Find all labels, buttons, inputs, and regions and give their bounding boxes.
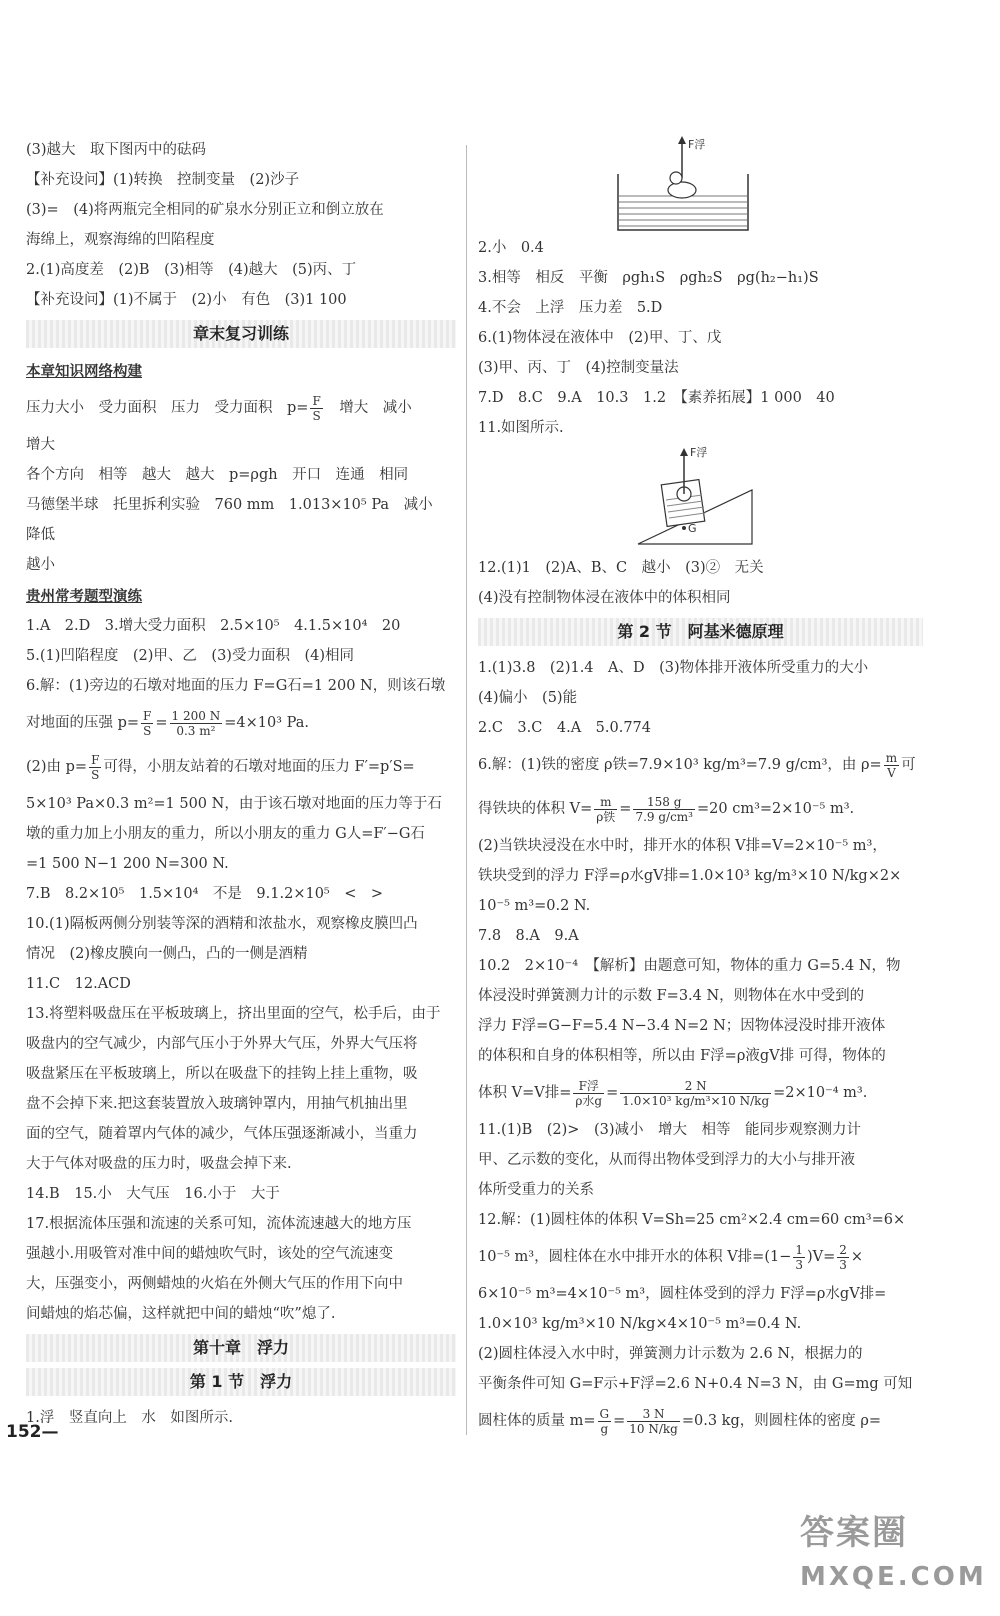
q10-volume-line: 体积 V=V排= $\frac{\text{F浮}}{\text{ρ水g}}$ = $\frac{2 N}{\text{1.0×10³ kg/m³×10 N/kg}}$ =2×10⁻⁴ m³. bbox=[478, 1078, 868, 1108]
answer-line: 强越小.用吸管对准中间的蜡烛吹气时，该处的空气流速变 bbox=[26, 1246, 394, 1262]
answer-line: =1 500 N−1 200 N=300 N. bbox=[26, 856, 229, 872]
answer-line: 各个方向 相等 越大 越大 p=ρgh 开口 连通 相同 bbox=[26, 467, 409, 483]
answer-line: 12.解：(1)圆柱体的体积 V=Sh=25 cm²×2.4 cm=60 cm³=6× bbox=[478, 1212, 906, 1228]
answer-line: 体所受重力的关系 bbox=[478, 1182, 594, 1198]
network-subheading: 本章知识网络构建 bbox=[26, 364, 142, 380]
answer-line: 11.如图所示. bbox=[478, 420, 564, 436]
answer-line: 增大 bbox=[26, 437, 55, 453]
section2-answers-cont bbox=[478, 836, 923, 1066]
answer-line: 墩的重力加上小朋友的重力，所以小朋友的重力 G人=F′−G石 bbox=[26, 826, 425, 842]
review-banner: 章末复习训练 bbox=[26, 320, 456, 348]
answer-line: 7.B 8.2×10⁵ 1.5×10⁴ 不是 9.1.2×10⁵ < > bbox=[26, 886, 384, 902]
answer-line: 3.相等 相反 平衡 ρgh₁S ρgh₂S ρg(h₂−h₁)S bbox=[478, 270, 819, 286]
answer-line: 10.2 2×10⁻⁴ 【解析】由题意可知，物体的重力 G=5.4 N，物 bbox=[478, 958, 901, 974]
answer-line: 2.(1)高度差 (2)B (3)相等 (4)越大 (5)丙、丁 bbox=[26, 262, 357, 278]
answer-line: 吸盘内的空气减少，内部气压小于外界大气压，外界大气压将 bbox=[26, 1036, 418, 1052]
q12-mass-line: 圆柱体的质量 m= $\frac{G}{g}$ = $\frac{3 N}{10 N/kg}$ =0.3 kg，则圆柱体的密度 ρ= bbox=[478, 1406, 882, 1436]
incline-figure bbox=[628, 442, 758, 552]
answer-line: 间蜡烛的焰芯偏，这样就把中间的蜡烛“吹”熄了. bbox=[26, 1306, 336, 1322]
q6-density-line: 6.解：(1)铁的密度 ρ铁=7.9×10³ kg/m³=7.9 g/cm³，由 ρ= $\frac{m}{V}$ 可 bbox=[478, 750, 916, 780]
section2-banner: 第 2 节 阿基米德原理 bbox=[478, 618, 923, 646]
answer-line: 面的空气，随着罩内气体的减少，气体压强逐渐减小，当重力 bbox=[26, 1126, 418, 1142]
exam-subheading: 贵州常考题型演练 bbox=[26, 589, 142, 605]
answer-line: (3)甲、丙、丁 (4)控制变量法 bbox=[478, 360, 679, 376]
answer-line: 11.(1)B (2)> (3)减小 增大 相等 能同步观察测力计 bbox=[478, 1122, 861, 1138]
section2-answers-11 bbox=[478, 1120, 923, 1230]
network-line-1: 压力大小 受力面积 压力 受力面积 p= $\frac{F}{S}$ 增大 减小 bbox=[26, 393, 412, 423]
answer-line: 1.A 2.D 3.增大受力面积 2.5×10⁵ 4.1.5×10⁴ 20 bbox=[26, 618, 401, 634]
right-column bbox=[478, 134, 923, 1448]
q12-displaced-line: 10⁻⁵ m³，圆柱体在水中排开水的体积 V排=(1− $\frac{1}{3}$ )V= $\frac{2}{3}$ × bbox=[478, 1242, 864, 1272]
section1-banner: 第 1 节 浮力 bbox=[26, 1368, 456, 1396]
duck-head bbox=[670, 172, 682, 184]
answer-line: 的体积和自身的体积相等，所以由 F浮=ρ液gV排 可得，物体的 bbox=[478, 1048, 886, 1064]
q6-pressure-line: 对地面的压强 p= $\frac{F}{S}$ = $\frac{1 200 N}{\text{0.3 m²}}$ =4×10³ Pa. bbox=[26, 708, 309, 738]
answer-line: 大于气体对吸盘的压力时，吸盘会掉下来. bbox=[26, 1156, 292, 1172]
answer-line: (3)越大 取下图丙中的砝码 bbox=[26, 142, 207, 158]
answer-line: 浮力 F浮=G−F=5.4 N−3.4 N=2 N；因物体浸没时排开液体 bbox=[478, 1018, 886, 1034]
answer-line: 14.B 15.小 大气压 16.小于 大于 bbox=[26, 1186, 280, 1202]
duck-body bbox=[668, 182, 696, 198]
answer-line: 6.解：(1)旁边的石墩对地面的压力 F=G石=1 200 N，则该石墩 bbox=[26, 678, 446, 694]
chapter-banner: 第十章 浮力 bbox=[26, 1334, 456, 1362]
answer-line: 17.根据流体压强和流速的关系可知，流体流速越大的地方压 bbox=[26, 1216, 412, 1232]
right-answers-top bbox=[478, 238, 923, 438]
answer-line: (2)当铁块浸没在水中时，排开水的体积 V排=V=2×10⁻⁵ m³， bbox=[478, 838, 887, 854]
buoyancy-label-2: F浮 bbox=[690, 446, 708, 459]
page-number: 152— bbox=[6, 1422, 59, 1442]
answer-line: 6.(1)物体浸在液体中 (2)甲、丁、戊 bbox=[478, 330, 722, 346]
answer-line: 2.小 0.4 bbox=[478, 240, 544, 256]
answer-line: 吸盘紧压在平板玻璃上，所以在吸盘下的挂钩上挂上重物，吸 bbox=[26, 1066, 418, 1082]
answer-line: (3)= (4)将两瓶完全相同的矿泉水分别正立和倒立放在 bbox=[26, 202, 384, 218]
watermark bbox=[800, 1505, 990, 1610]
answer-line: 大，压强变小，两侧蜡烛的火焰在外侧大气压的作用下向中 bbox=[26, 1276, 403, 1292]
answer-line: 情况 (2)橡皮膜向一侧凸，凸的一侧是酒精 bbox=[26, 946, 308, 962]
right-answers-q12 bbox=[478, 558, 923, 608]
fraction: $\frac{F}{S}$ bbox=[312, 393, 321, 423]
answer-line: (2)圆柱体浸入水中时，弹簧测力计示数为 2.6 N，根据力的 bbox=[478, 1346, 863, 1362]
buoyancy-label: F浮 bbox=[688, 138, 706, 151]
column-divider bbox=[466, 145, 467, 1435]
left-answers-top bbox=[26, 140, 456, 310]
q6-volume-line: 得铁块的体积 V= $\frac{m}{\text{ρ铁}}$ = $\frac{158 g}{\text{7.9 g/cm³}}$ =20 cm³=2×10⁻⁵ m³. bbox=[478, 794, 855, 824]
answer-line: 【补充设问】(1)不属于 (2)小 有色 (3)1 100 bbox=[26, 292, 347, 308]
answer-line: 11.C 12.ACD bbox=[26, 976, 131, 992]
left-column bbox=[26, 140, 456, 1438]
answer-line: 1.(1)3.8 (2)1.4 A、D (3)物体排开液体所受重力的大小 bbox=[478, 660, 869, 676]
answer-line: 2.C 3.C 4.A 5.0.774 bbox=[478, 720, 652, 736]
answer-line: 5×10³ Pa×0.3 m²=1 500 N，由于该石墩对地面的压力等于石 bbox=[26, 796, 442, 812]
answer-line: 甲、乙示数的变化，从而得出物体受到浮力的大小与排开液 bbox=[478, 1152, 855, 1168]
answer-line: 体浸没时弹簧测力计的示数 F=3.4 N，则物体在水中受到的 bbox=[478, 988, 865, 1004]
watermark-logo: 答案圈 bbox=[800, 1513, 908, 1553]
section2-answers bbox=[478, 658, 923, 738]
answer-line: (4)偏小 (5)能 bbox=[478, 690, 578, 706]
answer-line: 【补充设问】(1)转换 控制变量 (2)沙子 bbox=[26, 172, 300, 188]
answer-line: 6×10⁻⁵ m³=4×10⁻⁵ m³，圆柱体受到的浮力 F浮=ρ水gV排= bbox=[478, 1286, 887, 1302]
answer-line: 马德堡半球 托里拆利实验 760 mm 1.013×10⁵ Pa 减小 bbox=[26, 497, 433, 513]
floating-q1: 1.浮 竖直向上 水 如图所示. bbox=[26, 1410, 233, 1426]
beaker-duck-figure bbox=[608, 134, 758, 238]
section2-answers-12 bbox=[478, 1284, 923, 1394]
answer-line: 1.0×10³ kg/m³×10 N/kg×4×10⁻⁵ m³=0.4 N. bbox=[478, 1316, 802, 1332]
answer-line: 7.8 8.A 9.A bbox=[478, 928, 579, 944]
answer-line: 13.将塑料吸盘压在平板玻璃上，挤出里面的空气，松手后，由于 bbox=[26, 1006, 441, 1022]
answer-line: 降低 bbox=[26, 527, 55, 543]
watermark-url: MXQE.COM bbox=[800, 1562, 987, 1592]
answer-line: 4.不会 上浮 压力差 5.D bbox=[478, 300, 663, 316]
exam-answers bbox=[26, 616, 456, 696]
answer-line: 10.(1)隔板两侧分别装等深的酒精和浓盐水，观察橡皮膜凹凸 bbox=[26, 916, 418, 932]
answer-line: 铁块受到的浮力 F浮=ρ水gV排=1.0×10³ kg/m³×10 N/kg×2× bbox=[478, 868, 902, 884]
answer-line: 越小 bbox=[26, 557, 55, 573]
network-lines bbox=[26, 435, 456, 575]
answer-line: 7.D 8.C 9.A 10.3 1.2 【素养拓展】1 000 40 bbox=[478, 390, 835, 406]
answer-line: 10⁻⁵ m³=0.2 N. bbox=[478, 898, 591, 914]
answer-line: 平衡条件可知 G=F示+F浮=2.6 N+0.4 N=3 N，由 G=mg 可知 bbox=[478, 1376, 913, 1392]
answer-line: 12.(1)1 (2)A、B、C 越小 (3)② 无关 bbox=[478, 560, 764, 576]
answer-line: 5.(1)凹陷程度 (2)甲、乙 (3)受力面积 (4)相同 bbox=[26, 648, 354, 664]
answer-line: 盘不会掉下来.把这套装置放入玻璃钟罩内，用抽气机抽出里 bbox=[26, 1096, 408, 1112]
answer-line: (4)没有控制物体浸在液体中的体积相同 bbox=[478, 590, 731, 606]
exam-answers-cont bbox=[26, 794, 456, 1324]
gravity-label: G bbox=[688, 522, 697, 535]
answer-line: 海绵上，观察海绵的凹陷程度 bbox=[26, 232, 215, 248]
q6-part2-line: (2)由 p= $\frac{F}{S}$ 可得，小朋友站着的石墩对地面的压力 F′=p′S= bbox=[26, 752, 415, 782]
